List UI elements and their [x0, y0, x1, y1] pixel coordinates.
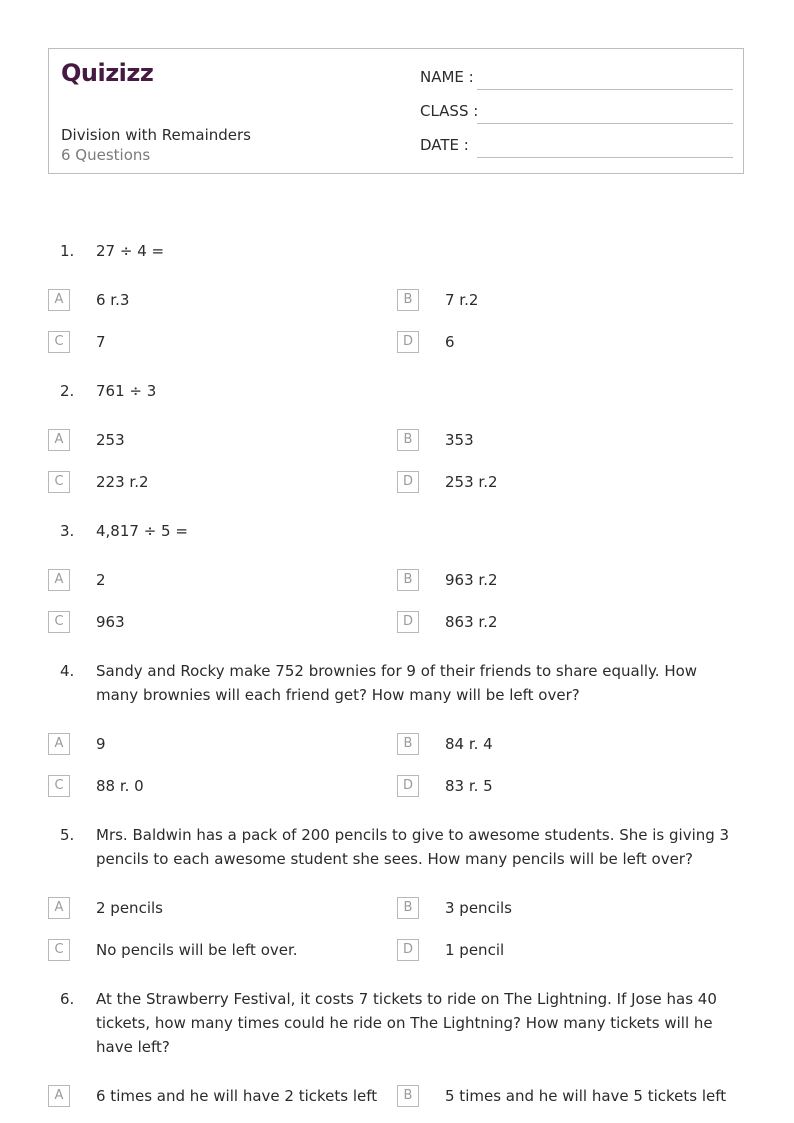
- question-text: 4,817 ÷ 5 =: [96, 522, 188, 540]
- option-a-box[interactable]: A: [48, 733, 70, 755]
- option-b-box[interactable]: B: [397, 429, 419, 451]
- option-d-box[interactable]: D: [397, 611, 419, 633]
- option-b-box[interactable]: B: [397, 897, 419, 919]
- option-d-text: 6: [445, 333, 455, 351]
- question-number: 4.: [60, 662, 75, 680]
- name-field[interactable]: [477, 89, 733, 90]
- option-c-text: 223 r.2: [96, 473, 149, 491]
- option-c-text: No pencils will be left over.: [96, 941, 298, 959]
- option-b-box[interactable]: B: [397, 1085, 419, 1107]
- option-a-box[interactable]: A: [48, 1085, 70, 1107]
- option-a-text: 9: [96, 735, 106, 753]
- question-count: 6 Questions: [61, 146, 151, 164]
- option-a-box[interactable]: A: [48, 429, 70, 451]
- option-a-text: 2 pencils: [96, 899, 163, 917]
- question-number: 1.: [60, 242, 75, 260]
- option-b-box[interactable]: B: [397, 733, 419, 755]
- option-a-text: 6 r.3: [96, 291, 130, 309]
- option-b-text: 353: [445, 431, 474, 449]
- option-b-text: 5 times and he will have 5 tickets left: [445, 1087, 727, 1105]
- option-b-box[interactable]: B: [397, 569, 419, 591]
- option-a-box[interactable]: A: [48, 897, 70, 919]
- option-b-box[interactable]: B: [397, 289, 419, 311]
- option-b-text: 84 r. 4: [445, 735, 493, 753]
- option-d-text: 253 r.2: [445, 473, 498, 491]
- option-d-text: 863 r.2: [445, 613, 498, 631]
- name-label: NAME :: [420, 68, 474, 86]
- class-field[interactable]: [477, 123, 733, 124]
- option-c-box[interactable]: C: [48, 775, 70, 797]
- question-text: Mrs. Baldwin has a pack of 200 pencils to give to awesome students. She is giving 3 pencils to each awesome student she sees. How many pencils will be left over?: [96, 826, 730, 868]
- option-c-box[interactable]: C: [48, 331, 70, 353]
- question-text: 27 ÷ 4 =: [96, 242, 165, 260]
- option-c-box[interactable]: C: [48, 939, 70, 961]
- option-d-box[interactable]: D: [397, 331, 419, 353]
- worksheet-header: [48, 48, 744, 174]
- option-b-text: 7 r.2: [445, 291, 479, 309]
- question-number: 2.: [60, 382, 75, 400]
- option-a-box[interactable]: A: [48, 569, 70, 591]
- worksheet-title: Division with Remainders: [61, 126, 251, 144]
- option-d-box[interactable]: D: [397, 939, 419, 961]
- option-a-text: 253: [96, 431, 125, 449]
- option-a-text: 6 times and he will have 2 tickets left: [96, 1087, 378, 1105]
- option-d-box[interactable]: D: [397, 775, 419, 797]
- date-field[interactable]: [477, 157, 733, 158]
- option-c-text: 963: [96, 613, 125, 631]
- option-d-text: 1 pencil: [445, 941, 505, 959]
- option-a-box[interactable]: A: [48, 289, 70, 311]
- option-d-text: 83 r. 5: [445, 777, 493, 795]
- question-text: Sandy and Rocky make 752 brownies for 9 of their friends to share equally. How many brownies will each friend get? How many will be left over?: [96, 662, 698, 704]
- question-text: At the Strawberry Festival, it costs 7 tickets to ride on The Lightning. If Jose has 40 tickets, how many times could he ride on The Lightning? How many tickets will he have left?: [96, 990, 717, 1056]
- option-a-text: 2: [96, 571, 106, 589]
- option-c-text: 7: [96, 333, 106, 351]
- question-number: 3.: [60, 522, 75, 540]
- date-label: DATE :: [420, 136, 469, 154]
- option-b-text: 963 r.2: [445, 571, 498, 589]
- option-c-box[interactable]: C: [48, 471, 70, 493]
- question-number: 5.: [60, 826, 75, 844]
- question-number: 6.: [60, 990, 75, 1008]
- option-c-box[interactable]: C: [48, 611, 70, 633]
- option-b-text: 3 pencils: [445, 899, 512, 917]
- question-text: 761 ÷ 3: [96, 382, 157, 400]
- option-d-box[interactable]: D: [397, 471, 419, 493]
- quizizz-logo: Quizizz: [61, 59, 154, 87]
- class-label: CLASS :: [420, 102, 479, 120]
- option-c-text: 88 r. 0: [96, 777, 144, 795]
